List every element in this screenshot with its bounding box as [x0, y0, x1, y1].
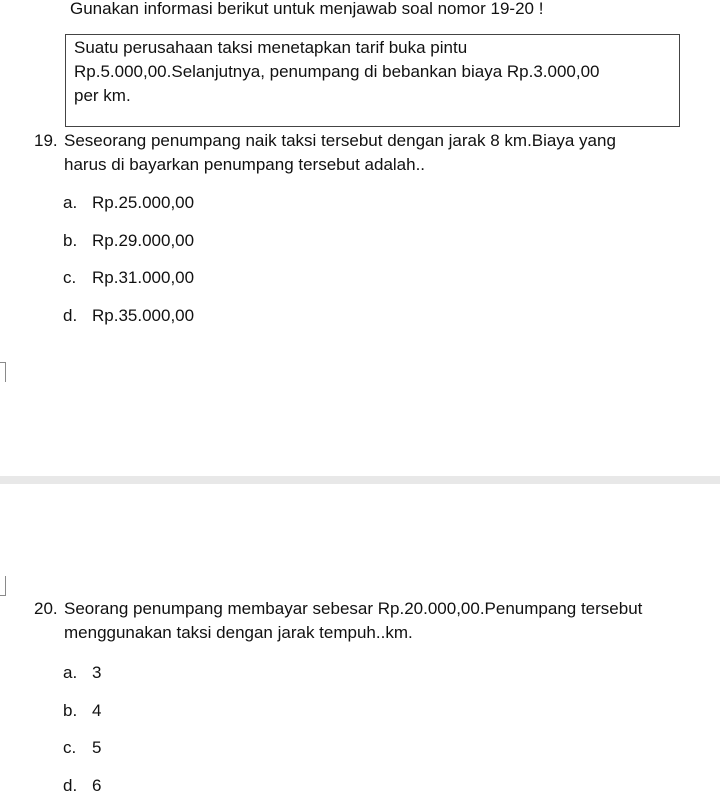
option-text: 5: [92, 738, 102, 758]
option-letter: a.: [63, 663, 78, 682]
option-text: Rp.25.000,00: [92, 193, 195, 212]
option-letter: a.: [63, 193, 78, 212]
option-letter: b.: [63, 230, 78, 250]
option-letter: c.: [63, 268, 77, 288]
question-line: Seseorang penumpang naik taksi tersebut dengan jarak 8 km.Biaya yang: [64, 131, 616, 150]
option-letter: b.: [63, 700, 78, 720]
option-20-d: [63, 774, 101, 807]
info-box-line: Suatu perusahaan taksi menetapkan tarif buka pintu: [74, 38, 468, 57]
option-text: Rp.31.000,00: [92, 268, 195, 288]
options-list-20: [63, 661, 101, 807]
page-separator: [0, 476, 720, 484]
option-letter: d.: [63, 775, 78, 795]
question-text: [64, 597, 714, 645]
question-line: Seorang penumpang membayar sebesar Rp.20.000,00.Penumpang tersebut: [64, 599, 643, 618]
options-list-19: [63, 191, 194, 341]
question-text: [64, 129, 714, 177]
option-19-c: [63, 266, 194, 304]
page-corner-mark: [0, 362, 6, 382]
option-19-b: [63, 229, 194, 267]
option-text: 3: [92, 663, 102, 682]
option-20-a: [63, 661, 101, 699]
question-line: harus di bayarkan penumpang tersebut adalah..: [64, 155, 426, 174]
option-19-d: [63, 304, 194, 342]
option-letter: d.: [63, 305, 78, 325]
info-box-line: per km.: [74, 86, 131, 105]
option-text: 4: [92, 700, 102, 720]
question-number: 20.: [34, 599, 58, 618]
document-page-2: [0, 484, 720, 807]
option-20-c: [63, 736, 101, 774]
option-text: 6: [92, 775, 102, 795]
page-corner-mark: [0, 576, 6, 596]
instruction-heading: Gunakan informasi berikut untuk menjawab soal nomor 19-20 !: [70, 0, 544, 18]
question-20: [34, 597, 714, 645]
option-text: Rp.29.000,00: [92, 230, 195, 250]
option-letter: c.: [63, 738, 77, 758]
question-number: 19.: [34, 131, 58, 150]
option-19-a: [63, 191, 194, 229]
option-text: Rp.35.000,00: [92, 305, 195, 325]
question-19: [34, 129, 714, 177]
info-box: [65, 34, 680, 127]
question-line: menggunakan taksi dengan jarak tempuh..km.: [64, 623, 413, 642]
info-box-line: Rp.5.000,00.Selanjutnya, penumpang di bebankan biaya Rp.3.000,00: [74, 62, 600, 81]
option-20-b: [63, 699, 101, 737]
